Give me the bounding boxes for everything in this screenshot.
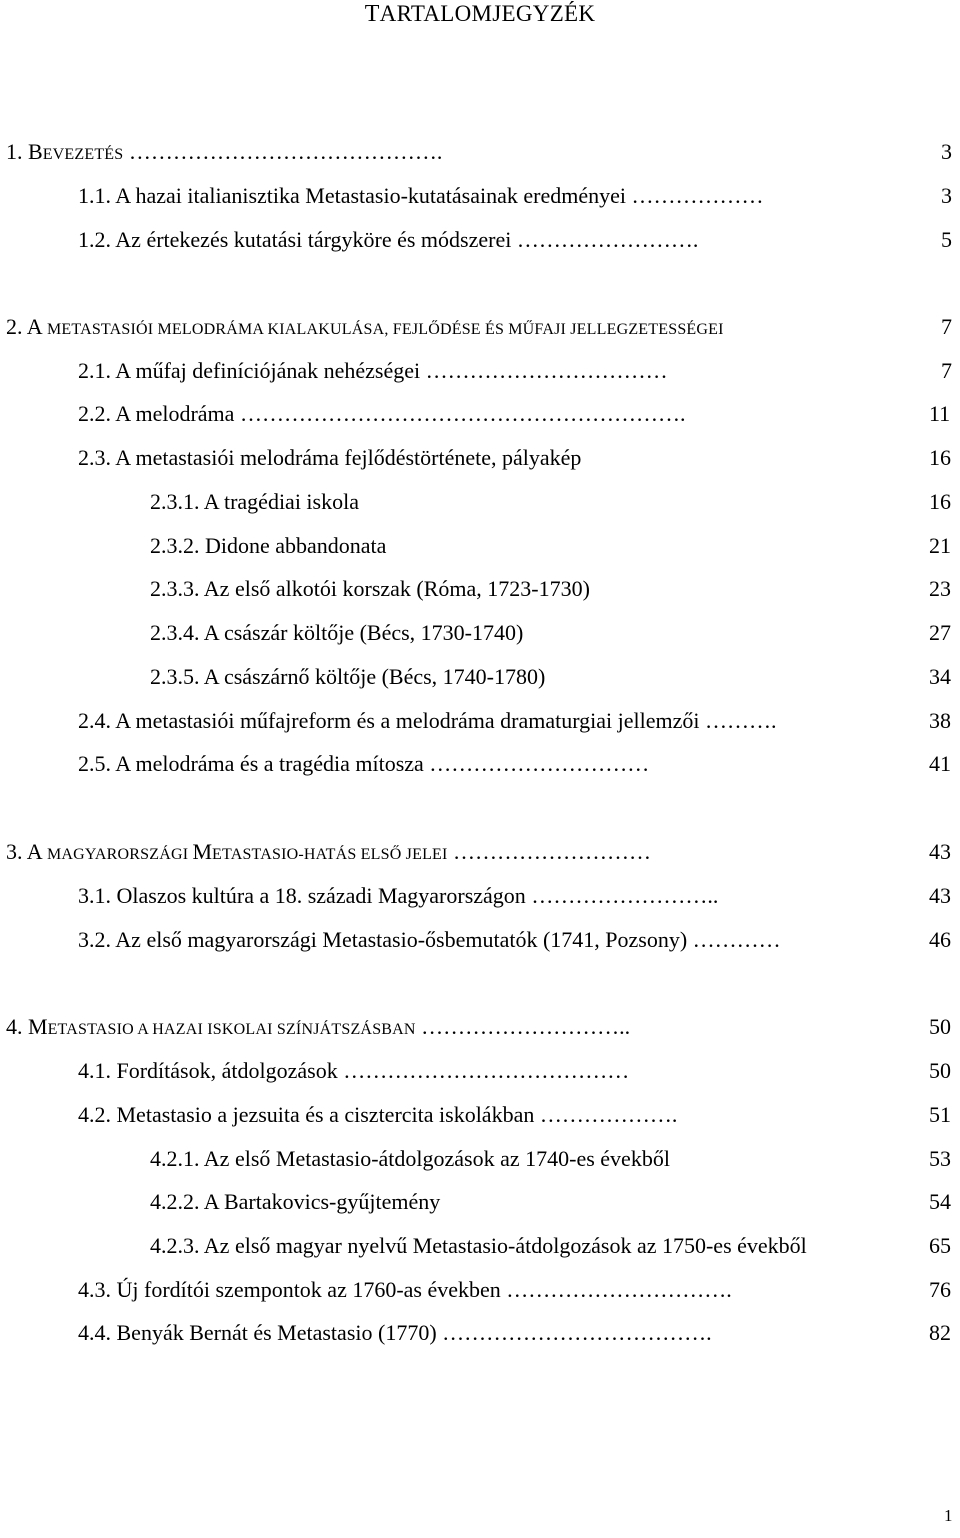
toc-entry-4-4[interactable]: 4.4. Benyák Bernát és Metastasio (1770) ………………………………. [78, 1320, 712, 1345]
toc-page-2-4: 38 [929, 708, 951, 733]
toc-entry-4[interactable]: 4. METASTASIO A HAZAI ISKOLAI SZÍNJÁTSZÁSBAN ……………………….. [6, 1014, 631, 1039]
toc-page-1-2: 5 [941, 227, 952, 252]
toc-entry-2-4[interactable]: 2.4. A metastasiói műfajreform és a melodráma dramaturgiai jellemzői ………. [78, 708, 777, 733]
toc-page-4-3: 76 [929, 1277, 951, 1302]
toc-entry-1-2[interactable]: 1.2. Az értekezés kutatási tárgyköre és módszerei ……………………. [78, 227, 699, 252]
toc-page-4-2-1: 53 [929, 1146, 951, 1171]
toc-page-4-2-3: 65 [929, 1233, 951, 1258]
toc-page-2-3-2: 21 [929, 533, 951, 558]
toc-entry-4-2-2[interactable]: 4.2.2. A Bartakovics-gyűjtemény [150, 1189, 441, 1214]
toc-entry-4-3[interactable]: 4.3. Új fordítói szempontok az 1760-as években …………………………. [78, 1277, 732, 1302]
toc-entry-2-1[interactable]: 2.1. A műfaj definíciójának nehézségei …………………………… [78, 358, 668, 383]
toc-entry-3-2[interactable]: 3.2. Az első magyarországi Metastasio-ősbemutatók (1741, Pozsony) ………… [78, 927, 781, 952]
toc-entry-2[interactable]: 2. A METASTASIÓI MELODRÁMA KIALAKULÁSA, FEJLŐDÉSE ÉS MŰFAJI JELLEGZETESSÉGEI [6, 314, 724, 339]
toc-entry-2-2[interactable]: 2.2. A melodráma ……………………………………………………. [78, 401, 686, 426]
toc-entry-2-5[interactable]: 2.5. A melodráma és a tragédia mítosza ………………………… [78, 751, 650, 776]
toc-page-3-2: 46 [929, 927, 951, 952]
toc-page-4-2-2: 54 [929, 1189, 951, 1214]
toc-entry-4-2-3[interactable]: 4.2.3. Az első magyar nyelvű Metastasio-átdolgozások az 1750-es évekből [150, 1233, 807, 1258]
page-number: 1 [944, 1506, 953, 1525]
toc-page-4-1: 50 [929, 1058, 951, 1083]
toc-entry-2-3-2[interactable]: 2.3.2. Didone abbandonata [150, 533, 387, 558]
toc-entry-2-3-4[interactable]: 2.3.4. A császár költője (Bécs, 1730-1740) [150, 620, 524, 645]
toc-entry-3[interactable]: 3. A MAGYARORSZÁGI METASTASIO-HATÁS ELSŐ JELEI ……………………… [6, 839, 652, 864]
toc-entry-4-2-1[interactable]: 4.2.1. Az első Metastasio-átdolgozások az 1740-es évekből [150, 1146, 670, 1171]
toc-page-2-1: 7 [941, 358, 952, 383]
toc-entry-2-3-3[interactable]: 2.3.3. Az első alkotói korszak (Róma, 1723-1730) [150, 576, 590, 601]
toc-entry-4-2[interactable]: 4.2. Metastasio a jezsuita és a cisztercita iskolákban ………………. [78, 1102, 678, 1127]
toc-entry-4-1[interactable]: 4.1. Fordítások, átdolgozások ………………………………… [78, 1058, 630, 1083]
toc-entry-1[interactable]: 1. BEVEZETÉS ……………………………………. [6, 139, 443, 164]
toc-entry-3-1[interactable]: 3.1. Olaszos kultúra a 18. századi Magyarországon …………………….. [78, 883, 719, 908]
toc-entry-2-3-1[interactable]: 2.3.1. A tragédiai iskola [150, 489, 359, 514]
toc-entry-1-1[interactable]: 1.1. A hazai italianisztika Metastasio-kutatásainak eredményei ……………… [78, 183, 764, 208]
toc-page-2-5: 41 [929, 751, 951, 776]
toc-entry-2-3-5[interactable]: 2.3.5. A császárnő költője (Bécs, 1740-1780) [150, 664, 546, 689]
toc-page-1-1: 3 [941, 183, 952, 208]
toc-page-4-4: 82 [929, 1320, 951, 1345]
toc-page-4-2: 51 [929, 1102, 951, 1127]
toc-page-3: 43 [929, 839, 951, 864]
toc-page-2-3: 16 [929, 445, 951, 470]
toc-page-2-3-1: 16 [929, 489, 951, 514]
toc-page-2-3-4: 27 [929, 620, 951, 645]
toc-page-3-1: 43 [929, 883, 951, 908]
page-title: TARTALOMJEGYZÉK [364, 1, 596, 27]
toc-entry-2-3[interactable]: 2.3. A metastasiói melodráma fejlődéstörténete, pályakép [78, 445, 582, 470]
toc-page-2-3-5: 34 [929, 664, 951, 689]
toc-page-1: 3 [941, 139, 952, 164]
toc-page-2-3-3: 23 [929, 576, 951, 601]
toc-page-4: 50 [929, 1014, 951, 1039]
toc-page-2: 7 [941, 314, 952, 339]
toc-page-2-2: 11 [929, 401, 951, 426]
